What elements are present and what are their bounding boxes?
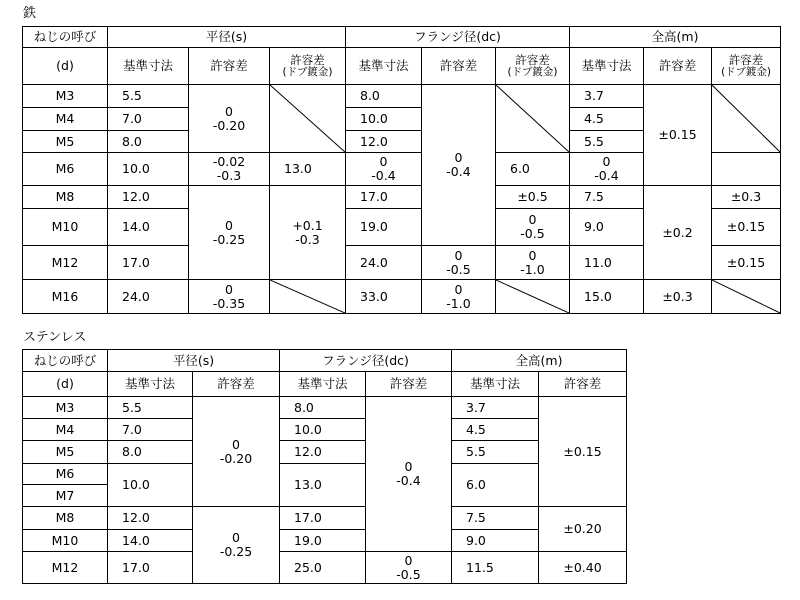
table-row <box>23 464 627 485</box>
plated-label: (ドブ鍍金) <box>507 66 558 78</box>
tol-upper: +0.1 <box>292 217 323 233</box>
stainless-height-base-header: 基準寸法 <box>452 372 539 397</box>
iron-width-tol-plated-header <box>270 48 346 85</box>
tol-upper: 0 <box>404 459 413 474</box>
height-base-cell: 9.0 <box>570 209 644 246</box>
tol-lower: -0.4 <box>371 168 396 183</box>
flange-base-cell: 17.0 <box>346 186 422 209</box>
flange-tol-plated-cell <box>496 209 570 246</box>
size-cell: M8 <box>23 507 108 530</box>
flange-base-cell: 24.0 <box>346 246 422 280</box>
height-tol-cell: ±0.3 <box>644 280 712 314</box>
not-applicable-cell <box>270 85 346 153</box>
diagonal-line-icon <box>712 85 780 152</box>
height-base-cell: 9.0 <box>452 530 539 552</box>
height-tol-plated-cell: ±0.15 <box>712 246 781 280</box>
flange-tol-cell <box>422 280 496 314</box>
iron-height-tol-plated-header <box>712 48 781 85</box>
tol-upper: 0 <box>528 247 537 263</box>
stainless-width-group-header: 平径(s) <box>108 350 280 372</box>
height-tol-cell: ±0.15 <box>644 85 712 186</box>
tol-lower: -0.5 <box>520 226 545 241</box>
stainless-flange-group-header: フランジ径(dc) <box>280 350 452 372</box>
iron-flange-tol-plated-header <box>496 48 570 85</box>
width-base-cell: 17.0 <box>108 552 193 584</box>
width-base-cell: 5.5 <box>108 397 193 419</box>
width-base-cell: 8.0 <box>108 131 189 153</box>
tol-lower: -0.3 <box>295 231 320 247</box>
width-tol-cell <box>189 280 270 314</box>
height-tol-cell: ±0.15 <box>539 397 627 507</box>
width-tol-cell <box>189 186 270 280</box>
width-base-cell: 17.0 <box>108 246 189 280</box>
width-tol-cell <box>189 85 270 153</box>
stainless-header-row-2 <box>23 372 627 397</box>
width-tol-cell <box>193 397 280 507</box>
stainless-flange-base-header: 基準寸法 <box>280 372 366 397</box>
table-row <box>23 441 627 464</box>
table-row <box>23 507 627 530</box>
tol-label: 許容差 <box>290 53 325 67</box>
tol-lower: -0.25 <box>219 544 253 559</box>
size-cell: M4 <box>23 419 108 441</box>
size-cell: M6 <box>23 153 108 186</box>
tol-lower: -0.20 <box>219 450 253 466</box>
iron-header-row-2 <box>23 48 781 85</box>
stainless-flange-tol-header: 許容差 <box>366 372 452 397</box>
height-tol-cell: ±0.2 <box>644 186 712 280</box>
size-cell: M12 <box>23 552 108 584</box>
tol-lower: -0.4 <box>594 168 619 183</box>
height-base-cell: 7.5 <box>452 507 539 530</box>
tol-lower: -0.4 <box>446 164 471 179</box>
tol-upper: 0 <box>454 281 463 297</box>
flange-tol-plated-cell <box>346 153 422 186</box>
flange-base-cell: 8.0 <box>346 85 422 108</box>
width-base-cell: 14.0 <box>108 209 189 246</box>
stainless-dimension-table <box>22 349 627 584</box>
stainless-height-group-header: 全高(m) <box>452 350 627 372</box>
iron-height-group-header: 全高(m) <box>570 27 781 48</box>
height-base-cell: 6.0 <box>496 153 570 186</box>
width-base-cell: 10.0 <box>108 464 193 507</box>
width-tol-plated-cell <box>189 153 270 186</box>
tol-lower: -1.0 <box>520 261 545 277</box>
flange-tol-plated-cell <box>496 246 570 280</box>
width-base-cell: 5.5 <box>108 85 189 108</box>
tol-upper: 0 <box>232 436 240 452</box>
diagonal-line-icon <box>712 280 780 313</box>
height-base-cell: 3.7 <box>570 85 644 108</box>
width-base-cell: 24.0 <box>108 280 189 314</box>
table-row <box>23 280 781 314</box>
flange-tol-cell <box>366 552 452 584</box>
iron-height-tol-header: 許容差 <box>644 48 712 85</box>
flange-tol-cell <box>422 246 496 280</box>
size-cell: M8 <box>23 186 108 209</box>
width-base-cell: 8.0 <box>108 441 193 464</box>
size-cell: M3 <box>23 397 108 419</box>
size-cell: M16 <box>23 280 108 314</box>
height-base-cell: 7.5 <box>570 186 644 209</box>
height-base-cell: 5.5 <box>570 131 644 153</box>
tol-upper: 0 <box>379 154 388 169</box>
height-tol-plated-cell: ±0.3 <box>712 186 781 209</box>
tol-lower: -0.4 <box>396 473 421 488</box>
height-base-cell: 11.5 <box>452 552 539 584</box>
size-cell: M10 <box>23 530 108 552</box>
width-base-cell: 10.0 <box>108 153 189 186</box>
tol-lower: -1.0 <box>446 295 471 311</box>
plated-label: (ドブ鍍金) <box>282 66 333 78</box>
size-cell: M4 <box>23 108 108 131</box>
flange-base-cell: 12.0 <box>280 441 366 464</box>
height-base-cell: 4.5 <box>452 419 539 441</box>
size-cell: M3 <box>23 85 108 108</box>
iron-width-base-header: 基準寸法 <box>108 48 189 85</box>
size-cell: M5 <box>23 441 108 464</box>
flange-base-cell: 8.0 <box>280 397 366 419</box>
tol-lower: -0.35 <box>212 295 246 311</box>
flange-tol-cell <box>422 85 496 246</box>
tol-lower: -0.20 <box>212 117 246 133</box>
tol-upper: 0 <box>232 530 240 545</box>
height-tol-cell: ±0.20 <box>539 507 627 552</box>
size-cell: M6 <box>23 464 108 485</box>
table-row <box>23 530 627 552</box>
tol-upper: 0 <box>602 154 611 169</box>
width-base-cell: 7.0 <box>108 419 193 441</box>
tol-upper: -0.02 <box>212 154 246 169</box>
iron-nominal-header: ねじの呼び <box>23 27 108 48</box>
tol-upper: 0 <box>225 217 233 233</box>
flange-base-cell: 33.0 <box>346 280 422 314</box>
stainless-header-row-1 <box>23 350 627 372</box>
table-row <box>23 397 627 419</box>
diagonal-line-icon <box>496 85 569 152</box>
height-base-cell: 3.7 <box>452 397 539 419</box>
flange-base-cell: 10.0 <box>280 419 366 441</box>
tol-upper: 0 <box>454 247 463 263</box>
iron-header-row-1 <box>23 27 781 48</box>
size-cell: M5 <box>23 131 108 153</box>
table-row <box>23 85 781 108</box>
tol-label: 許容差 <box>515 53 550 67</box>
flange-base-cell: 17.0 <box>280 507 366 530</box>
width-base-cell: 7.0 <box>108 108 189 131</box>
width-tol-plated-cell <box>270 186 346 280</box>
stainless-d-header: (d) <box>23 372 108 397</box>
not-applicable-cell <box>712 85 781 153</box>
table-row <box>23 419 627 441</box>
plated-label: (ドブ鍍金) <box>721 66 771 78</box>
tol-upper: 0 <box>454 150 463 165</box>
flange-tol-cell <box>366 397 452 552</box>
tol-label: 許容差 <box>728 53 764 67</box>
iron-width-group-header: 平径(s) <box>108 27 346 48</box>
stainless-height-tol-header: 許容差 <box>539 372 627 397</box>
stainless-width-tol-header: 許容差 <box>193 372 280 397</box>
height-base-cell: 5.5 <box>452 441 539 464</box>
stainless-nominal-header: ねじの呼び <box>23 350 108 372</box>
flange-base-cell: 19.0 <box>280 530 366 552</box>
size-cell: M12 <box>23 246 108 280</box>
size-cell: M7 <box>23 485 108 507</box>
tol-lower: -0.5 <box>396 566 421 582</box>
flange-base-cell: 13.0 <box>270 153 346 186</box>
not-applicable-cell <box>270 280 346 314</box>
stainless-section-title: ステンレス <box>23 330 87 345</box>
flange-base-cell: 19.0 <box>346 209 422 246</box>
height-tol-cell: ±0.40 <box>539 552 627 584</box>
width-base-cell: 12.0 <box>108 186 189 209</box>
iron-width-tol-header: 許容差 <box>189 48 270 85</box>
height-base-cell: 4.5 <box>570 108 644 131</box>
not-applicable-cell <box>712 280 781 314</box>
flange-tol-plated-cell: ±0.5 <box>496 186 570 209</box>
tol-lower: -0.3 <box>216 168 242 183</box>
not-applicable-cell <box>496 85 570 153</box>
table-row <box>23 552 627 584</box>
tol-lower: -0.5 <box>446 261 471 277</box>
tol-upper: 0 <box>404 552 413 568</box>
iron-flange-tol-header: 許容差 <box>422 48 496 85</box>
table-row <box>23 186 781 209</box>
tol-lower: -0.25 <box>212 231 246 247</box>
tol-upper: 0 <box>225 281 233 297</box>
iron-d-header: (d) <box>23 48 108 85</box>
iron-section-title: 鉄 <box>23 6 37 21</box>
height-base-cell: 6.0 <box>452 464 539 507</box>
height-tol-plated-cell <box>570 153 644 186</box>
diagonal-line-icon <box>496 280 569 313</box>
flange-base-cell: 10.0 <box>346 108 422 131</box>
diagonal-line-icon <box>270 85 345 152</box>
flange-base-cell: 25.0 <box>280 552 366 584</box>
width-tol-cell <box>193 507 280 584</box>
flange-base-cell: 13.0 <box>280 464 366 507</box>
height-tol-plated-cell: ±0.15 <box>712 209 781 246</box>
iron-flange-group-header: フランジ径(dc) <box>346 27 570 48</box>
width-base-cell: 12.0 <box>108 507 193 530</box>
height-base-cell: 11.0 <box>570 246 644 280</box>
tol-upper: 0 <box>225 103 233 119</box>
diagonal-line-icon <box>270 280 345 313</box>
iron-flange-base-header: 基準寸法 <box>346 48 422 85</box>
not-applicable-cell <box>496 280 570 314</box>
iron-height-base-header: 基準寸法 <box>570 48 644 85</box>
flange-base-cell: 12.0 <box>346 131 422 153</box>
stainless-width-base-header: 基準寸法 <box>108 372 193 397</box>
width-base-cell: 14.0 <box>108 530 193 552</box>
iron-dimension-table <box>22 26 781 314</box>
height-base-cell: 15.0 <box>570 280 644 314</box>
size-cell: M10 <box>23 209 108 246</box>
tol-upper: 0 <box>528 212 537 227</box>
